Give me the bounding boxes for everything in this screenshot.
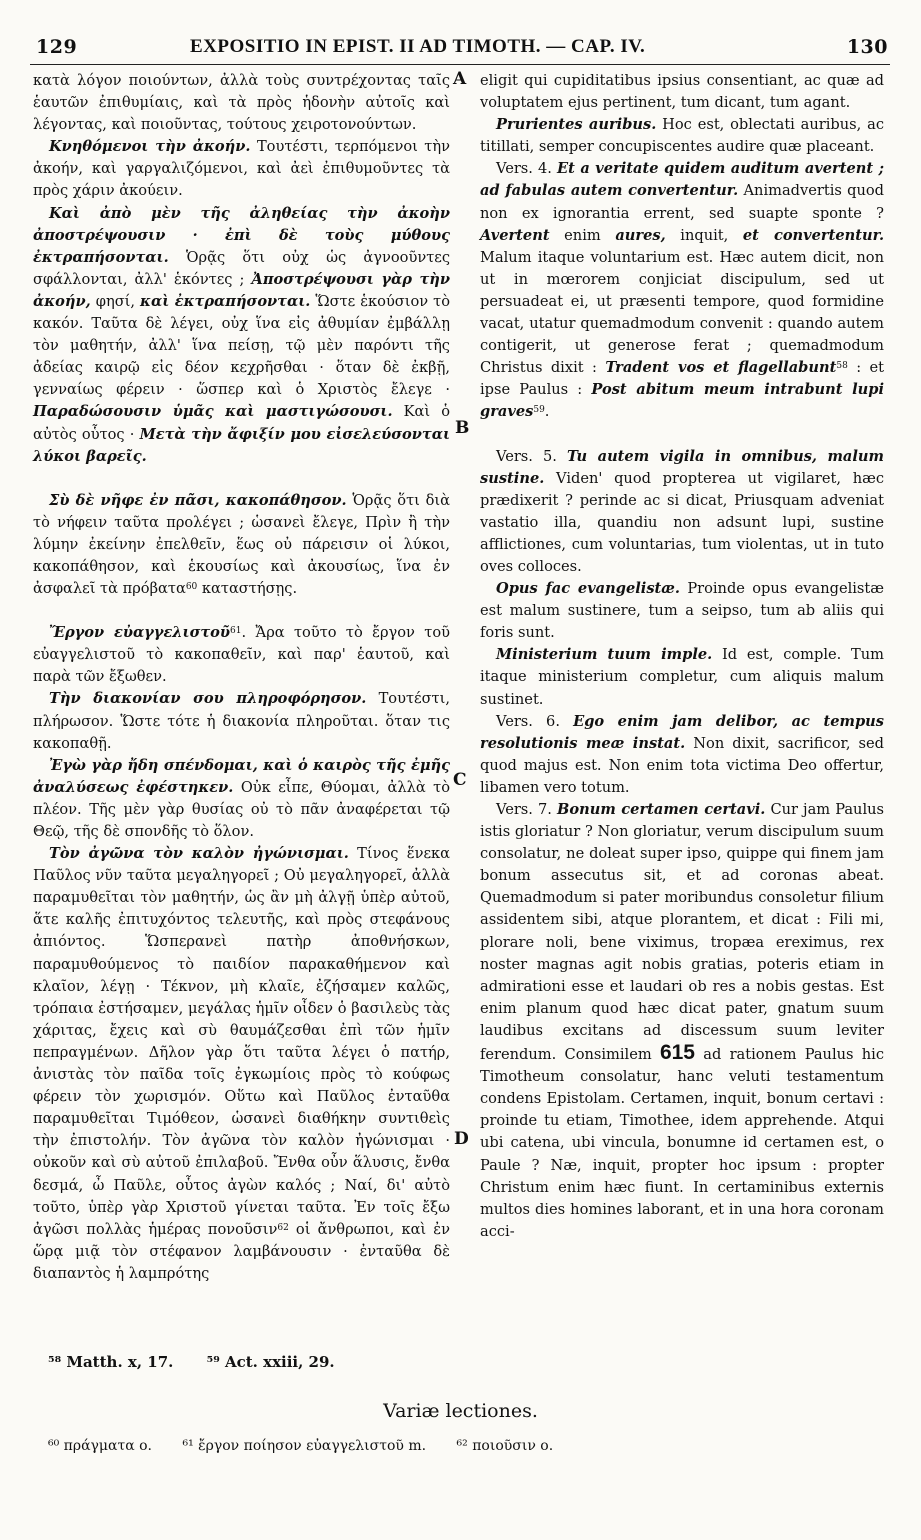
page-number-right: 130 (846, 36, 888, 58)
section-marker-d: D (454, 1129, 469, 1149)
greek-paragraph: Τὸν ἀγῶνα τὸν καλὸν ἠγώνισμαι. Τίνος ἕνεκα Παῦλος νῦν ταῦτα μεγαληγορεῖ ; Οὐ μεγαληγορεῖ, ἀλλὰ παραμυθεῖται τὸν μαθητήν, ὡς ἂν μὴ ἀλγῇ ὑπὲρ αὐτοῦ, ἅτε καλῆς ἐπιτυχόντος τελευτῆς, καὶ πρὸς στεφάνους ἀπιόντος. Ὥσπερανεὶ πατὴρ ἀποθνήσκων, παραμυθούμενος τὸ παιδίον παρακαθήμενον καὶ κλαῖον, λέγῃ · Τέκνον, μὴ κλαῖε, ἐζήσαμεν καλῶς, τρόπαια ἐστήσαμεν, μεγάλας ἡμῖν οἶδεν ὁ βασιλεὺς τὰς χάριτας, ἔχεις καὶ σὺ θαυμάζεσθαι ἐπὶ τῶν ἡμῖν πεπραγμένων. Δῆλον γὰρ ὅτι ταῦτα λέγει ὁ πατήρ, ἀνιστὰς τὸν παῖδα τοῖς ἐγκωμίοις πρὸς τὸ κούφως φέρειν τὸν χωρισμόν. Οὕτω καὶ Παῦλος ἐνταῦθα παραμυθεῖται Τιμόθεον, ὡσανεὶ διαθήκην συντιθεὶς τὴν ἐπιστολήν. Τὸν ἀγῶνα τὸν καλὸν ἠγώνισμαι · οὐκοῦν καὶ σὺ αὐτοῦ ἐπιλαβοῦ. Ἔνθα οὖν ἅλυσις, ἔνθα δεσμά, ὦ Παῦλε, οὗτος ἀγὼν καλός ; Ναί, δι' αὐτὸ τοῦτο, ὑπὲρ γὰρ Χριστοῦ γίνεται ταῦτα. Ἐν τοῖς ἔξω ἀγῶσι πολλὰς ἡμέρας πονοῦσιν$^{62}$ οἱ ἄνθρωποι, καὶ ἐν ὥρᾳ μιᾷ τὸν στέφανον λαμβάνουσιν · ἐνταῦθα δὲ διαπαντὸς ἡ λαμπρότης (33, 845, 450, 1282)
lemma: Ministerium tuum imple. (496, 646, 713, 664)
variant-ref: 60 (185, 582, 198, 593)
section-marker-b: B (455, 418, 470, 438)
greek-paragraph: Ἔργον εὐαγγελιστοῦ$^{61}$. Ἄρα τοῦτο τὸ ἔργον τοῦ εὐαγγελιστοῦ τὸ κακοπαθεῖν, καὶ παρ' ἑαυτοῦ, καὶ παρὰ τῶν ἔξωθεν. (33, 624, 450, 686)
variant-ref: 62 (277, 1222, 289, 1233)
page-number-left: 129 (36, 36, 78, 58)
lemma: Ego enim jam delibor, ac tempus resolutionis meæ instat. (480, 712, 884, 752)
latin-paragraph: Prurientes auribus. Hoc est, oblectati auribus, ac titillati, semper concupiscentes audire quæ placeant. (480, 116, 885, 156)
footnote: ⁵⁸ Matth. x, 17. (48, 1353, 174, 1371)
greek-paragraph: κατὰ λόγον ποιούντων, ἀλλὰ τοὺς συντρέχοντας ταῖς ἑαυτῶν ἐπιθυμίαις, καὶ τὰ πρὸς ἡδονὴν αὐτοῖς καὶ λέγοντας, καὶ ποιοῦντας, τούτους χειροτονούντων. (33, 72, 450, 134)
section-marker-a: A (453, 69, 467, 89)
variant-readings (48, 1438, 579, 1454)
migne-page-number: 615 (659, 1041, 695, 1065)
variant-ref: 61 (230, 626, 242, 637)
lemma: Prurientes auribus. (496, 116, 657, 134)
variant-reading: ⁶² ποιοῦσιν ο. (456, 1438, 554, 1454)
lemma: Opus fac evangelistæ. (496, 580, 680, 598)
footnote-ref: 58 (836, 361, 848, 372)
greek-paragraph: Τὴν διακονίαν σου πληροφόρησον. Τουτέστι, πλήρωσον. Ὥστε τότε ἡ διακονία πληροῦται. ὅταν τις κακοπαθῇ. (33, 690, 450, 752)
running-title: EXPOSITIO IN EPIST. II AD TIMOTH. — CAP. IV. (190, 36, 646, 57)
lemma: Tu autem vigila in omnibus, malum sustine. (480, 447, 884, 487)
latin-paragraph: Vers. 7. Bonum certamen certavi. Cur jam Paulus istis gloriatur ? Non gloriatur, verum discipulum suum consolatur, ne doleat super ipso, quippe qui finem jam bonum assecutus sit, et ad coronas abeat. Quemadmodum si pater moribundus consoletur filium assidentem sibi, atque plorantem, et dicat : Fili mi, plorare noli, bene viximus, tropæa ereximus, rex noster magnas agit nobis gratias, poteris etiam in admirationi esse et laudari ob res a nobis gestas. Est enim planum quod hæc dicat pater, gnatum suum laudibus excitans ad discessum suum leviter ferendum. Consimilem 615 ad rationem Paulus hic Timotheum consolatur, hanc veluti testamentum condens Epistolam. Certamen, inquit, bonum certavi : proinde tu etiam, Timothee, idem apprehende. Atqui ubi catena, ubi vincula, bonumne id certamen est, o Paule ? Næ, inquit, propter hoc ipsum : propter Christum enim hæc fiunt. In certaminibus externis multos dies homines laborant, et in una hora coronam acci- (480, 801, 885, 1240)
latin-paragraph: Vers. 6. Ego enim jam delibor, ac tempus resolutionis meæ instat. Non dixit, sacrificor, sed quod majus est. Non enim tota victima Deo offertur, libamen vero totum. (480, 712, 885, 796)
greek-paragraph: Κνηθόμενοι τὴν ἀκοήν. Τουτέστι, τερπόμενοι τὴν ἀκοήν, καὶ γαργαλιζόμενοι, καὶ ἀεὶ ἐπιθυμοῦντες τὰ πρὸς χάριν ἀκούειν. (33, 138, 450, 200)
lemma: Σὺ δὲ νῆφε ἐν πᾶσι, κακοπάθησον. (49, 491, 347, 509)
latin-paragraph: Vers. 4. Et a veritate quidem auditum avertent ; ad fabulas autem convertentur. Animadvertis quod non ex ignorantia errent, sed suapte sponte ? Avertent enim aures, inquit, et convertentur. Malum itaque voluntarium est. Hæc autem dicit, non ut in mœrorem conjiciat discipulum, sed ut persuadeat ei, ut præsenti tempore, quod formidine vacat, utatur quemadmodum convenit : quando autem contigerit, ut generose ferat ; quemadmodum Christus dixit : Tradent vos et flagellabunt$^{58}$ : et ipse Paulus : Post abitum meum intrabunt lupi graves$^{59}$. (480, 160, 885, 421)
variant-reading: ⁶⁰ πράγματα ο. (48, 1438, 153, 1454)
lemma: Ἔργον εὐαγγελιστοῦ (49, 624, 231, 642)
lemma: Τὴν διακονίαν σου πληροφόρησον. (49, 690, 367, 708)
lemma: Et a veritate quidem auditum avertent ; ad fabulas autem convertentur. (480, 160, 884, 200)
variant-reading: ⁶¹ ἔργον ποίησον εὐαγγελιστοῦ m. (182, 1438, 427, 1454)
lemma: Ἐγὼ γὰρ ἤδη σπένδομαι, καὶ ὁ καιρὸς τῆς ἐμῆς ἀναλύσεως ἐφέστηκεν. (33, 756, 450, 796)
lemma: Καὶ ἀπὸ μὲν τῆς ἀληθείας τὴν ἀκοὴν ἀποστρέψουσιν · ἐπὶ δὲ τοὺς μύθους ἐκτραπήσονται. (33, 204, 450, 266)
lemma: Τὸν ἀγῶνα τὸν καλὸν ἠγώνισμαι. (49, 845, 349, 863)
footnote: ⁵⁹ Act. xxiii, 29. (206, 1353, 335, 1371)
footnotes (48, 1353, 363, 1371)
verse-number: Vers. 5. (496, 447, 557, 465)
latin-paragraph: Ministerium tuum imple. Id est, comple. Tum itaque ministerium completur, cum aliquis malum sustinet. (480, 646, 885, 708)
latin-paragraph: Opus fac evangelistæ. Proinde opus evangelistæ est malum sustinere, tum a seipso, tum ab aliis qui foris sunt. (480, 580, 884, 642)
verse-number: Vers. 6. (496, 712, 560, 730)
footnote-ref: 59 (533, 405, 545, 416)
latin-paragraph: eligit qui cupiditatibus ipsius consentiant, ac quæ ad voluptatem ejus pertinent, tum dicant, tum agant. (480, 72, 884, 112)
lemma: Κνηθόμενοι τὴν ἀκοήν. (49, 138, 251, 156)
greek-paragraph: Καὶ ἀπὸ μὲν τῆς ἀληθείας τὴν ἀκοὴν ἀποστρέψουσιν · ἐπὶ δὲ τοὺς μύθους ἐκτραπήσονται. Ὁρᾷς ὅτι οὐχ ὡς ἀγνοοῦντες σφάλλονται, ἀλλ' ἑκόντες ; Ἀποστρέψουσι γὰρ τὴν ἀκοήν, φησί, καὶ ἐκτραπήσονται. Ὥστε ἑκούσιον τὸ κακόν. Ταῦτα δὲ λέγει, οὐχ ἵνα εἰς ἀθυμίαν ἐμβάλλῃ τὸν μαθητήν, ἀλλ' ἵνα πείσῃ, τῷ μὲν παρόντι τῆς ἀδείας καιρῷ εἰς δέον κεχρῆσθαι · ὅταν δὲ ἐκβῇ, γενναίως φέρειν · ὥσπερ καὶ ὁ Χριστὸς ἔλεγε · Παραδώσουσιν ὑμᾶς καὶ μαστιγώσουσι. Καὶ ὁ αὐτὸς οὗτος · Μετὰ τὴν ἄφιξίν μου εἰσελεύσονται λύκοι βαρεῖς. (33, 204, 451, 465)
verse-number: Vers. 4. (496, 160, 552, 178)
running-header (30, 36, 890, 65)
variae-lectiones-heading: Variæ lectiones. (383, 1400, 538, 1422)
section-marker-c: C (453, 770, 467, 790)
greek-column (33, 70, 450, 1285)
greek-paragraph: Ἐγὼ γὰρ ἤδη σπένδομαι, καὶ ὁ καιρὸς τῆς ἐμῆς ἀναλύσεως ἐφέστηκεν. Οὐκ εἶπε, Θύομαι, ἀλλὰ τὸ πλέον. Τῆς μὲν γὰρ θυσίας οὐ τὸ πᾶν ἀναφέρεται τῷ Θεῷ, τῆς δὲ σπονδῆς τὸ ὅλον. (33, 756, 450, 840)
verse-number: Vers. 7. (496, 801, 552, 818)
latin-column (480, 70, 884, 1243)
greek-paragraph: Σὺ δὲ νῆφε ἐν πᾶσι, κακοπάθησον. Ὁρᾷς ὅτι διὰ τὸ νήφειν ταῦτα προλέγει ; ὡσανεὶ ἔλεγε, Πρὶν ἢ τὴν λύμην ἐκείνην ἐπελθεῖν, ἕως οὐ πάρεισιν οἱ λύκοι, κακοπάθησον, καὶ ἑκουσίως καὶ ἀκουσίως, ἵνα ἐν ἀσφαλεῖ τὰ πρόβατα$^{60}$ καταστήσῃς. (33, 491, 451, 598)
lemma: Bonum certamen certavi. (557, 801, 766, 818)
latin-paragraph: Vers. 5. Tu autem vigila in omnibus, malum sustine. Viden' quod propterea ut vigilaret, hæc prædixerit ? perinde ac si dicat, Priusquam adveniat vastatio illa, quandiu non adsunt lupi, sustine afflictiones, cum voluntarias, tum violentas, ut in tuto oves colloces. (480, 447, 885, 575)
